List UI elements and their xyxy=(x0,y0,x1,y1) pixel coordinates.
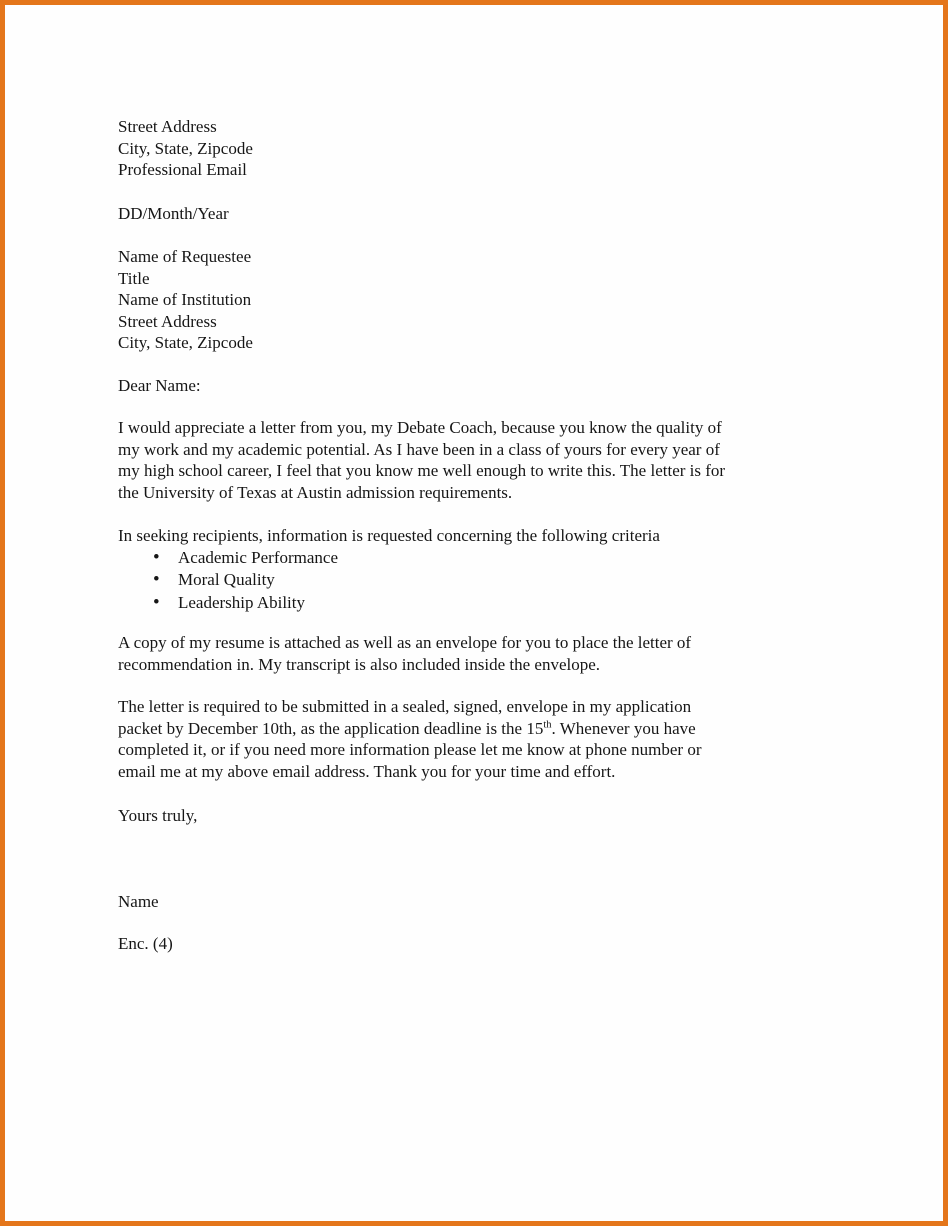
paragraph-criteria-intro: In seeking recipients, information is requested concerning the following criteria xyxy=(118,526,660,545)
recipient-street-address: Street Address xyxy=(118,311,217,331)
ordinal-superscript: th xyxy=(543,718,552,730)
recipient-title: Title xyxy=(118,268,150,288)
paragraph-deadline xyxy=(118,696,735,782)
sender-street-address: Street Address xyxy=(118,117,217,136)
recipient-name: Name of Requestee xyxy=(118,247,252,266)
letter-document xyxy=(5,5,845,955)
recipient-city-state-zip: City, State, Zipcode xyxy=(118,333,253,352)
recipient-institution: Name of Institution xyxy=(118,290,252,309)
criteria-item-leadership: • Leadership Ability xyxy=(153,592,735,615)
recipient-address-block xyxy=(118,246,735,354)
paragraph-enclosures: A copy of my resume is attached as well as an envelope for you to place the letter of recommendation in. My transcript is also included inside the envelope. xyxy=(118,633,692,674)
closing: Yours truly, xyxy=(118,806,198,825)
date-line: DD/Month/Year xyxy=(118,203,229,223)
deadline-text-before: The letter is required to be submitted in a sealed, signed, envelope in my application packet by December 10th, as the application deadline is the 15 xyxy=(118,697,692,738)
salutation: Dear Name: xyxy=(118,375,201,395)
signature-name: Name xyxy=(118,891,159,911)
criteria-list xyxy=(118,547,735,615)
paragraph-request: I would appreciate a letter from you, my Debate Coach, because you know the quality of my work and my academic potential. As I have been in a class of yours for every year of my high school career, I feel that you know me well enough to write this. The letter is for the University of Texas at Austin admission requirements. xyxy=(118,418,726,502)
criteria-item-academic: • Academic Performance xyxy=(153,547,735,570)
deadline-text-after: . Whenever you have completed it, or if you need more information please let me know at phone number or email me at my above email address. Thank you for your time and effort. xyxy=(118,718,702,781)
sender-email: Professional Email xyxy=(118,160,247,179)
criteria-item-moral: • Moral Quality xyxy=(153,569,735,592)
enclosure-notation: Enc. (4) xyxy=(118,934,173,953)
sender-city-state-zip: City, State, Zipcode xyxy=(118,138,253,158)
sender-address-block xyxy=(118,116,735,181)
